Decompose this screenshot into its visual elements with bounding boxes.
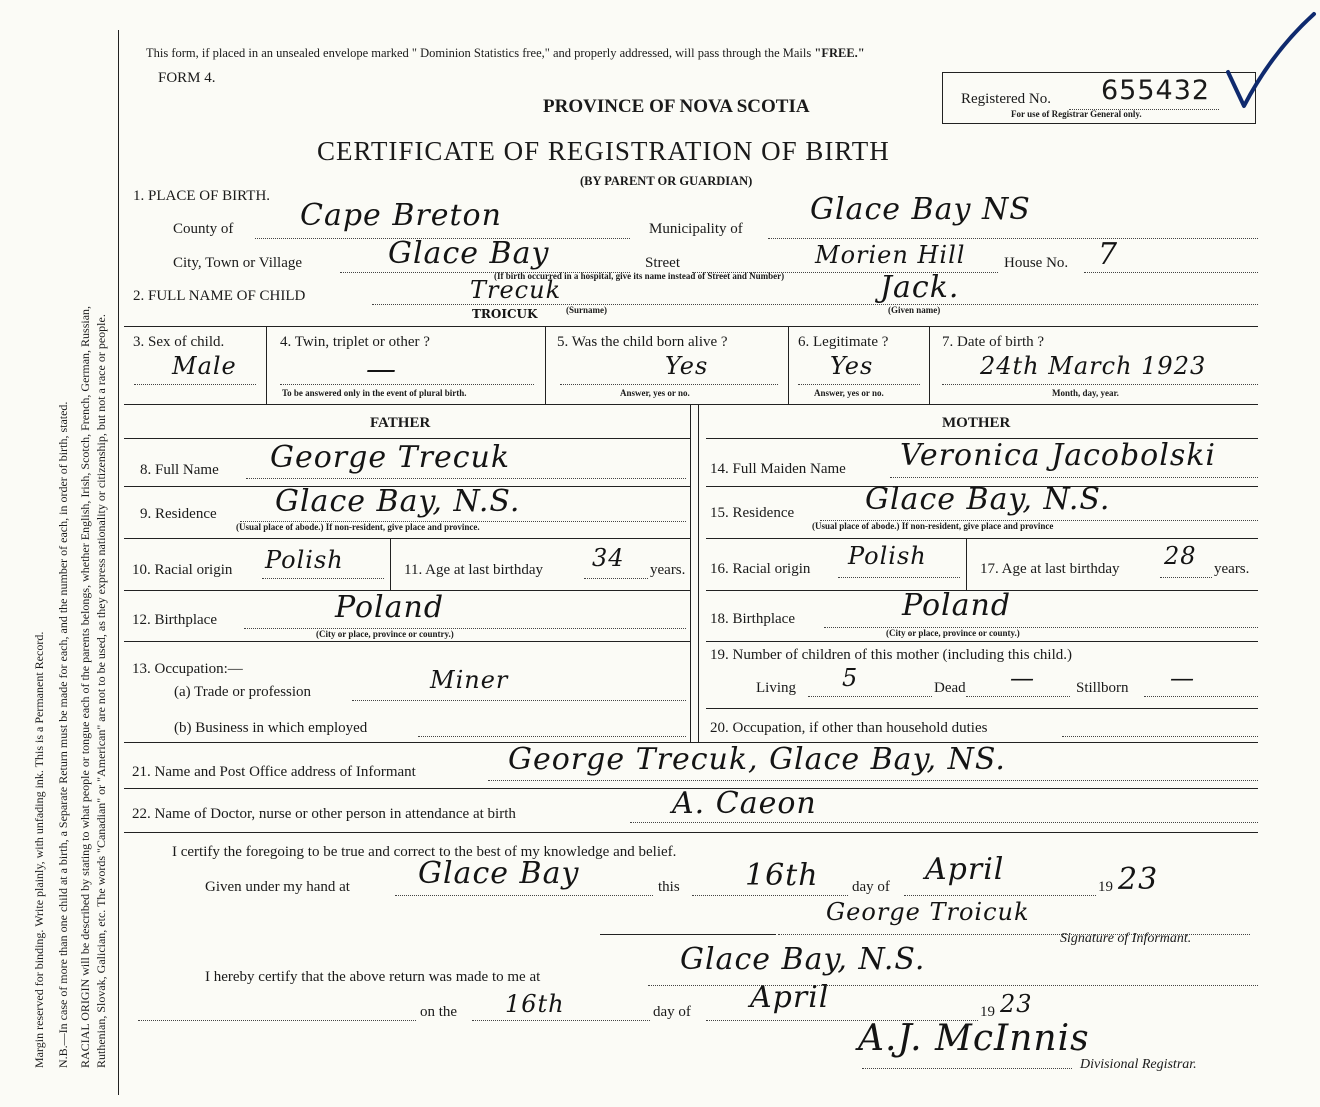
doctor-label: 22. Name of Doctor, nurse or other person in attendance at birth — [132, 806, 516, 822]
dob-label: 7. Date of birth ? — [942, 334, 1045, 350]
mother-children-label: 19. Number of children of this mother (including this child.) — [710, 647, 1073, 663]
father-business-label: (b) Business in which employed — [174, 720, 368, 736]
surname-note: (Surname) — [566, 305, 607, 315]
registrar-year-prefix: 19 — [980, 1004, 995, 1020]
house-label: House No. — [1004, 255, 1069, 271]
dead-value: — — [1010, 664, 1035, 692]
form-number: FORM 4. — [158, 70, 216, 86]
father-age-unit: years. — [650, 562, 686, 578]
registrar-on-the-label: on the — [420, 1004, 458, 1020]
given-name-note: (Given name) — [888, 305, 941, 315]
mother-residence-label: 15. Residence — [710, 505, 795, 521]
mother-birthplace-note: (City or place, province or county.) — [886, 628, 1020, 638]
legitimate-label: 6. Legitimate ? — [798, 334, 889, 350]
margin-note-multiple-births: N.B.—In case of more than one child at a birth, a Separate Return must be made for each, and the number of each, in order of birth, stated. — [56, 401, 70, 1068]
municipality-label: Municipality of — [649, 221, 743, 237]
father-race-value: Polish — [265, 546, 344, 574]
mother-heading: MOTHER — [942, 415, 1011, 431]
hospital-note: (If birth occurred in a hospital, give its name instead of Street and Number) — [494, 271, 785, 281]
certificate-subtitle: (BY PARENT OR GUARDIAN) — [580, 174, 753, 188]
father-trade-label: (a) Trade or profession — [174, 684, 312, 700]
child-surname-correction: TROICUK — [472, 307, 538, 321]
informant-signature: George Troicuk — [826, 898, 1030, 926]
binding-margin-line — [118, 30, 119, 1095]
registrar-signature: A.J. McInnis — [858, 1018, 1090, 1059]
mother-age-value: 28 — [1164, 542, 1197, 570]
street-label: Street — [645, 255, 680, 271]
margin-note-binding: Margin reserved for binding. Write plainly, with unfading ink. This is a Permanent Record. — [32, 631, 46, 1068]
born-alive-value: Yes — [665, 352, 709, 380]
mother-age-unit: years. — [1214, 561, 1250, 577]
certificate-title: CERTIFICATE OF REGISTRATION OF BIRTH — [317, 136, 890, 166]
given-day-value: 16th — [745, 858, 819, 893]
mother-residence-note: (Usual place of abode.) If non-resident, give place and province — [812, 521, 1054, 531]
father-name-label: 8. Full Name — [140, 462, 219, 478]
check-mark-icon — [1224, 8, 1320, 112]
father-age-label: 11. Age at last birthday — [404, 562, 543, 578]
margin-note-racial-origin-1: RACIAL ORIGIN will be described by stating to what people or tongue each of the parents belongs, whether English, Irish, Scotch, French, German, Russian, — [78, 305, 92, 1068]
registrar-day-value: 16th — [505, 990, 565, 1018]
mother-name-value: Veronica Jacobolski — [900, 438, 1217, 473]
mother-age-label: 17. Age at last birthday — [980, 561, 1120, 577]
doctor-value: A. Caeon — [672, 786, 817, 821]
given-under-hand-label: Given under my hand at — [205, 879, 350, 895]
child-name-label: 2. FULL NAME OF CHILD — [133, 288, 306, 304]
informant-label: 21. Name and Post Office address of Informant — [132, 764, 416, 780]
place-of-birth-label: 1. PLACE OF BIRTH. — [133, 188, 271, 204]
registered-number: 655432 — [1101, 75, 1211, 106]
given-place-value: Glace Bay — [418, 856, 580, 891]
twin-value: — — [366, 352, 397, 387]
sex-value: Male — [172, 352, 237, 380]
legitimate-value: Yes — [830, 352, 874, 380]
province-heading: PROVINCE OF NOVA SCOTIA — [543, 96, 810, 117]
dead-label: Dead — [934, 680, 966, 696]
registration-box — [942, 72, 1256, 124]
father-birthplace-label: 12. Birthplace — [132, 612, 217, 628]
father-occupation-label: 13. Occupation:— — [132, 661, 243, 677]
registrar-caption: Divisional Registrar. — [1080, 1057, 1197, 1072]
margin-note-racial-origin-2: Ruthenian, Slovak, Galician, etc. The words "Canadian" or "American" are not to be used, as they express nationality or citizenship, but not a race or people. — [94, 314, 108, 1068]
registrar-day-of-label: day of — [653, 1004, 691, 1020]
given-year-prefix: 19 — [1098, 879, 1113, 895]
house-value: 7 — [1098, 237, 1119, 272]
twin-note: To be answered only in the event of plural birth. — [282, 388, 467, 398]
father-trade-value: Miner — [430, 666, 509, 694]
county-value: Cape Breton — [300, 198, 502, 233]
father-race-label: 10. Racial origin — [132, 562, 233, 578]
dob-note: Month, day, year. — [1052, 388, 1119, 398]
mother-occupation-label: 20. Occupation, if other than household duties — [710, 720, 988, 736]
registrar-note: For use of Registrar General only. — [1011, 109, 1142, 119]
mother-birthplace-value: Poland — [902, 588, 1012, 623]
twin-label: 4. Twin, triplet or other ? — [280, 334, 430, 350]
informant-signature-caption: Signature of Informant. — [1060, 931, 1192, 946]
registrar-year-value: 23 — [1000, 990, 1033, 1018]
child-given-name-value: Jack. — [880, 270, 960, 305]
father-name-value: George Trecuk — [270, 440, 511, 475]
certification-statement: I certify the foregoing to be true and correct to the best of my knowledge and belief. — [172, 844, 677, 860]
stillborn-label: Stillborn — [1076, 680, 1129, 696]
father-birthplace-note: (City or place, province or country.) — [316, 629, 454, 639]
municipality-value: Glace Bay NS — [810, 192, 1031, 227]
informant-value: George Trecuk, Glace Bay, NS. — [508, 742, 1006, 777]
given-year-value: 23 — [1118, 862, 1159, 897]
mother-residence-value: Glace Bay, N.S. — [865, 482, 1111, 517]
legitimate-note: Answer, yes or no. — [814, 388, 884, 398]
mother-race-label: 16. Racial origin — [710, 561, 811, 577]
mother-race-value: Polish — [848, 542, 927, 570]
city-value: Glace Bay — [388, 236, 550, 271]
registrar-statement: I hereby certify that the above return was made to me at — [205, 969, 541, 985]
father-residence-value: Glace Bay, N.S. — [275, 484, 521, 519]
registered-label: Registered No. — [961, 91, 1051, 107]
this-label: this — [658, 879, 680, 895]
father-birthplace-value: Poland — [335, 590, 445, 625]
father-heading: FATHER — [370, 415, 431, 431]
city-label: City, Town or Village — [173, 255, 303, 271]
living-value: 5 — [842, 664, 859, 692]
living-label: Living — [756, 680, 796, 696]
county-label: County of — [173, 221, 234, 237]
mail-notice: This form, if placed in an unsealed envelope marked " Dominion Statistics free," and properly addressed, will pass through the Mails "FREE." — [146, 46, 865, 60]
born-alive-label: 5. Was the child born alive ? — [557, 334, 728, 350]
born-alive-note: Answer, yes or no. — [620, 388, 690, 398]
stillborn-value: — — [1170, 664, 1195, 692]
father-age-value: 34 — [592, 544, 625, 572]
dob-value: 24th March 1923 — [980, 352, 1207, 380]
registrar-place-value: Glace Bay, N.S. — [680, 942, 926, 977]
mother-name-label: 14. Full Maiden Name — [710, 461, 846, 477]
father-residence-note: (Usual place of abode.) If non-resident, give place and province. — [236, 522, 480, 532]
sex-label: 3. Sex of child. — [133, 334, 225, 350]
street-value: Morien Hill — [815, 241, 966, 269]
father-residence-label: 9. Residence — [140, 506, 217, 522]
registrar-month-value: April — [750, 980, 830, 1015]
given-day-of-label: day of — [852, 879, 890, 895]
mother-birthplace-label: 18. Birthplace — [710, 611, 795, 627]
child-surname-value: Trecuk — [470, 276, 562, 304]
given-month-value: April — [925, 852, 1005, 887]
